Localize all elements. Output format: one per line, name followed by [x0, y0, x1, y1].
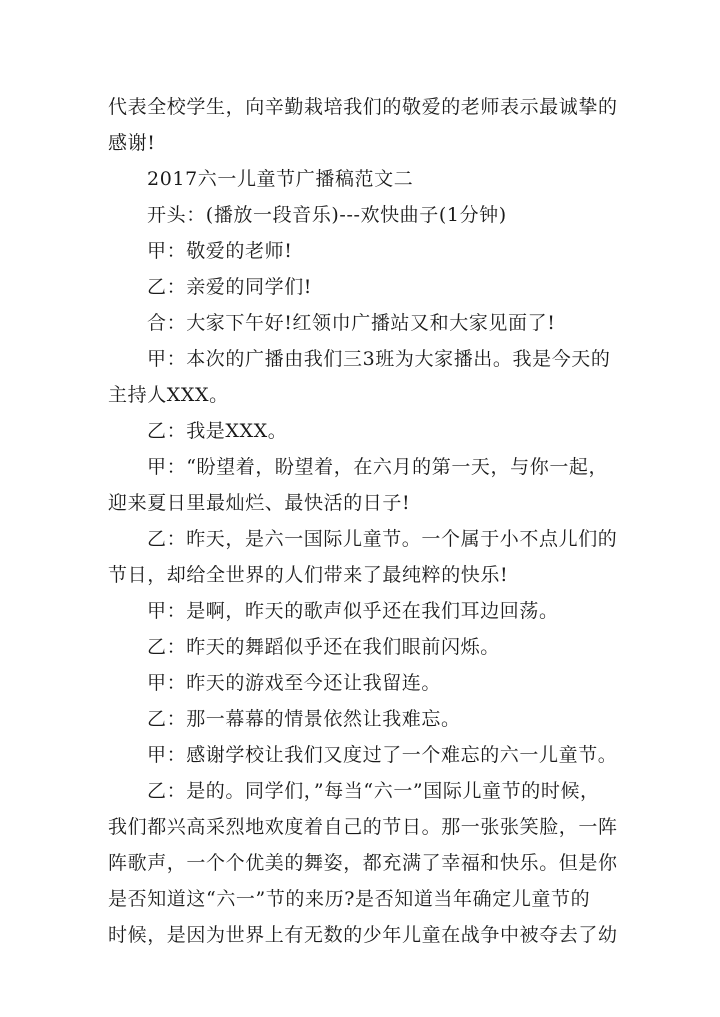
text-line: 乙：是的。同学们，”每当“六一”国际儿童节的时候，: [147, 780, 600, 802]
text-line: 甲：昨天的游戏至今还让我留连。: [147, 672, 442, 694]
text-line: 主持人XXX。: [108, 384, 229, 406]
text-line: 时候，是因为世界上有无数的少年儿童在战争中被夺去了幼: [108, 924, 618, 946]
text-line: 迎来夏日里最灿烂、最快活的日子!: [108, 492, 411, 514]
text-line: 乙：昨天，是六一国际儿童节。一个属于小不点儿们的: [147, 528, 618, 550]
text-line: 代表全校学生，向辛勤栽培我们的敬爱的老师表示最诚挚的: [108, 96, 618, 118]
text-line: 合：大家下午好!红领巾广播站又和大家见面了!: [147, 312, 556, 334]
text-line: 甲：本次的广播由我们三3班为大家播出。我是今天的: [147, 348, 611, 370]
text-line: 乙：我是XXX。: [147, 420, 288, 442]
section-title: 2017六一儿童节广播稿范文二: [147, 168, 414, 190]
text-line: 乙：亲爱的同学们!: [147, 276, 313, 298]
text-line: 乙：那一幕幕的情景依然让我难忘。: [147, 708, 461, 730]
text-line: 阵歌声，一个个优美的舞姿，都充满了幸福和快乐。但是你: [108, 852, 618, 874]
text-line: 甲：是啊，昨天的歌声似乎还在我们耳边回荡。: [147, 600, 559, 622]
text-line: 甲：“盼望着，盼望着，在六月的第一天，与你一起，: [147, 456, 609, 478]
text-line: 我们都兴高采烈地欢度着自己的节日。那一张张笑脸，一阵: [108, 816, 618, 838]
text-line: 甲：敬爱的老师!: [147, 240, 293, 262]
text-line: 开头：(播放一段音乐)---欢快曲子(1分钟): [147, 204, 507, 226]
text-line: 是否知道这“六一”节的来历?是否知道当年确定儿童节的: [108, 888, 591, 910]
text-line: 节日，却给全世界的人们带来了最纯粹的快乐!: [108, 564, 509, 586]
text-line: 感谢!: [108, 132, 156, 154]
text-line: 甲：感谢学校让我们又度过了一个难忘的六一儿童节。: [147, 744, 618, 766]
text-line: 乙：昨天的舞蹈似乎还在我们眼前闪烁。: [147, 636, 500, 658]
